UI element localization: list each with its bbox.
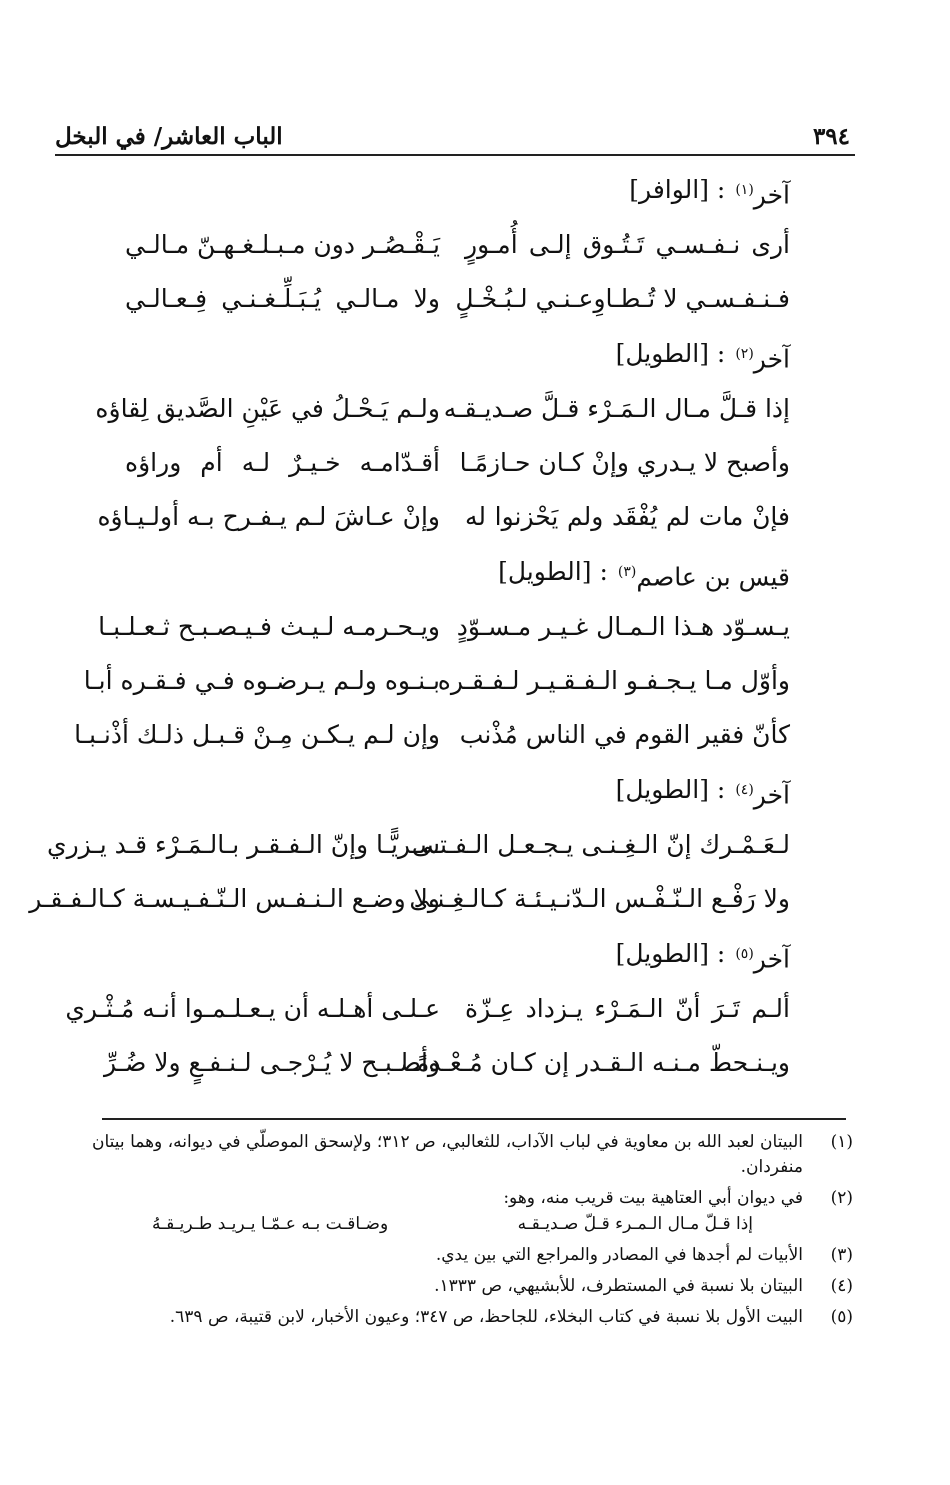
poet-name [618,544,790,600]
footnote-text-block [92,1274,803,1299]
verse-second-hemistich: عـلـى أهـلـه أن يـعـلـمـوا أنـه مُـثْـري [65,994,440,1023]
footnote-number: (٤) [830,1276,853,1296]
poem-attribution [125,162,790,218]
footnote-rule [102,1118,846,1120]
poet-name-text: قيس بن عاصم [636,562,790,592]
poem-body [29,162,790,1090]
verse-second-hemistich: وإنْ عـاشَ لـم يـفـرح بـه أولـيـاؤه [97,502,440,531]
poet-name [735,162,790,218]
verse-second-hemistich: ولا وضـع الـنـفـس الـنّـفـيـسـة كـالـفـقـر [29,884,440,913]
verse-first-hemistich: وأوّل مـا يـجـفـو الـفـقـيـر لـفـقـره [437,666,790,695]
footnote-item [92,1305,853,1330]
verse-second-hemistich: وإن لـم يـكـن مِـنْ قـبـل ذلـك أذْنـبـا [74,720,440,749]
poem-meter: : [الوافر] [629,175,726,204]
footnote-verse-first: إذا قـلّ مـال الـمـرء قـلّ صـديـقـه [517,1214,753,1234]
verse-second-hemistich: يَـقْـصُـر دون مـبـلـغـهـنّ مـالـي [124,230,440,259]
poem-meter: : [الطويل] [498,557,608,586]
poem-meter: : [الطويل] [615,775,726,804]
footnote-item [92,1274,853,1299]
poem-meter: : [الطويل] [615,939,726,968]
footnote-text-block [92,1305,803,1330]
verse-first-hemistich: كأنّ فقير القوم في الناس مُذْنب [459,720,790,749]
verse-second-hemistich: أقـدّامـه خـيـرٌ لـه أم وراؤه [125,448,440,477]
verse-couplet [125,436,790,490]
poem-meter: : [الطويل] [615,339,726,368]
footnote-text-block [92,1130,803,1180]
poet-name [735,926,790,982]
verse-second-hemistich: ولا مـالـي يُـبَـلِّـغـنـي فِـعـالـي [125,284,440,313]
verse-couplet [97,490,790,544]
poem-attribution [125,762,790,818]
footnote-marker[interactable]: (٤) [735,782,754,798]
footnote-number: (٢) [830,1188,853,1208]
footnote-text-block [92,1186,803,1237]
verse-couplet [98,600,790,654]
verse-first-hemistich: ويـنـحطّ مـنـه الـقـدر إن كـان مُـعْـدمًـا [401,1048,790,1077]
poem-attribution [125,326,790,382]
chapter-title: الباب العاشر/ في البخل [55,122,283,150]
verse-second-hemistich: وأصـبـح لا يُـرْجـى لـنـفـعٍ ولا ضُـرِّ [103,1048,440,1077]
verse-second-hemistich: ولـم يَـحْـلُ في عَيْنِ الصَّديق لِقاؤه [95,394,440,423]
footnote-text: الأبيات لم أجدها في المصادر والمراجع التي بين يدي. [435,1245,803,1265]
footnote-marker[interactable]: (١) [735,182,754,198]
verse-second-hemistich: بـنـوه ولـم يـرضـوه فـي فـقـره أبـا [83,666,440,695]
poet-name-text: آخر [753,780,790,810]
poet-name [735,326,790,382]
verse-couplet [47,818,790,872]
verse-first-hemistich: لـعَـمْـرك إنّ الـغِـنـى يـجـعـل الـفـتـى [411,830,790,859]
footnote-text-block [92,1243,803,1268]
footnote-verse-second: وضـاقـت بـه عـمّـا يـريـد طـريـقـهُ [152,1214,389,1234]
footnote-item [92,1243,853,1268]
verse-couplet [95,382,790,436]
poet-name [735,762,790,818]
verse-second-hemistich: ويـحـرمـه لـيـث فـيـصـبـح ثـعـلـبـا [98,612,440,641]
verse-first-hemistich: فإنْ مات لم يُفْقَد ولم يَحْزنوا له [465,502,790,531]
running-header [55,118,850,154]
footnote-marker[interactable]: (٥) [735,946,754,962]
verse-first-hemistich: فـنـفـسـي لا تُـطـاوِعـنـي لـبُـخْـلٍ [455,284,790,313]
page-number: ٣٩٤ [812,122,850,150]
poet-name-text: آخر [753,944,790,974]
poem-attribution [125,544,790,600]
verse-couplet [83,654,790,708]
footnote-text: البيتان لعبد الله بن معاوية في لباب الآداب، للثعالبي، ص ٣١٢؛ ولإسحق الموصلّي في ديوانه، وهما بيتان منفردان. [92,1132,803,1177]
footnote-marker[interactable]: (٣) [617,564,637,580]
verse-first-hemistich: أرى نـفـسـي تَـتُـوق إلـى أُمـورٍ [465,230,790,259]
footnote-number: (١) [830,1132,853,1152]
verse-first-hemistich: إذا قـلَّ مـال الـمَـرْء قـلَّ صـديـقـه [443,394,790,423]
poem-attribution [125,926,790,982]
verse-first-hemistich: وأصبح لا يـدري وإنْ كـان حـازمًـا [459,448,790,477]
verse-couplet [125,272,790,326]
verse-couplet [65,982,790,1036]
footnote-text: في ديوان أبي العتاهية بيت قريب منه، وهو: [503,1188,803,1208]
footnote-item [92,1130,853,1180]
header-rule [55,154,855,156]
verse-first-hemistich: ألـم تَـرَ أنّ الـمَـرْء يـزداد عِـزّة [465,994,790,1023]
footnote-item [92,1186,853,1237]
verse-couplet [74,708,790,762]
footnote-marker[interactable]: (٢) [735,346,754,362]
poet-name-text: آخر [753,344,790,374]
verse-first-hemistich: ولا رَفْـع الـنّـفْـس الـدّنـيـئـة كـالـغِـنـى [409,884,790,913]
verse-couplet [103,1036,790,1090]
verse-couplet [29,872,790,926]
footnote-verse [92,1212,803,1237]
footnotes [92,1130,853,1336]
verse-second-hemistich: سـريًّـا وإنّ الـفـقـر بـالـمَـرْء قـد يـزري [47,830,440,859]
footnote-text: البيت الأول بلا نسبة في كتاب البخلاء، للجاحظ، ص ٣٤٧؛ وعيون الأخبار، لابن قتيبة، ص ٦٣٩. [169,1307,803,1327]
verse-first-hemistich: يـسـوّد هـذا الـمـال غـيـر مـسـوّدٍ [456,612,790,641]
verse-couplet [125,218,790,272]
poet-name-text: آخر [753,180,790,210]
footnote-number: (٣) [830,1245,853,1265]
footnote-text: البيتان بلا نسبة في المستطرف، للأبشيهي، ص ١٣٣٣. [434,1276,803,1296]
footnote-number: (٥) [830,1307,853,1327]
